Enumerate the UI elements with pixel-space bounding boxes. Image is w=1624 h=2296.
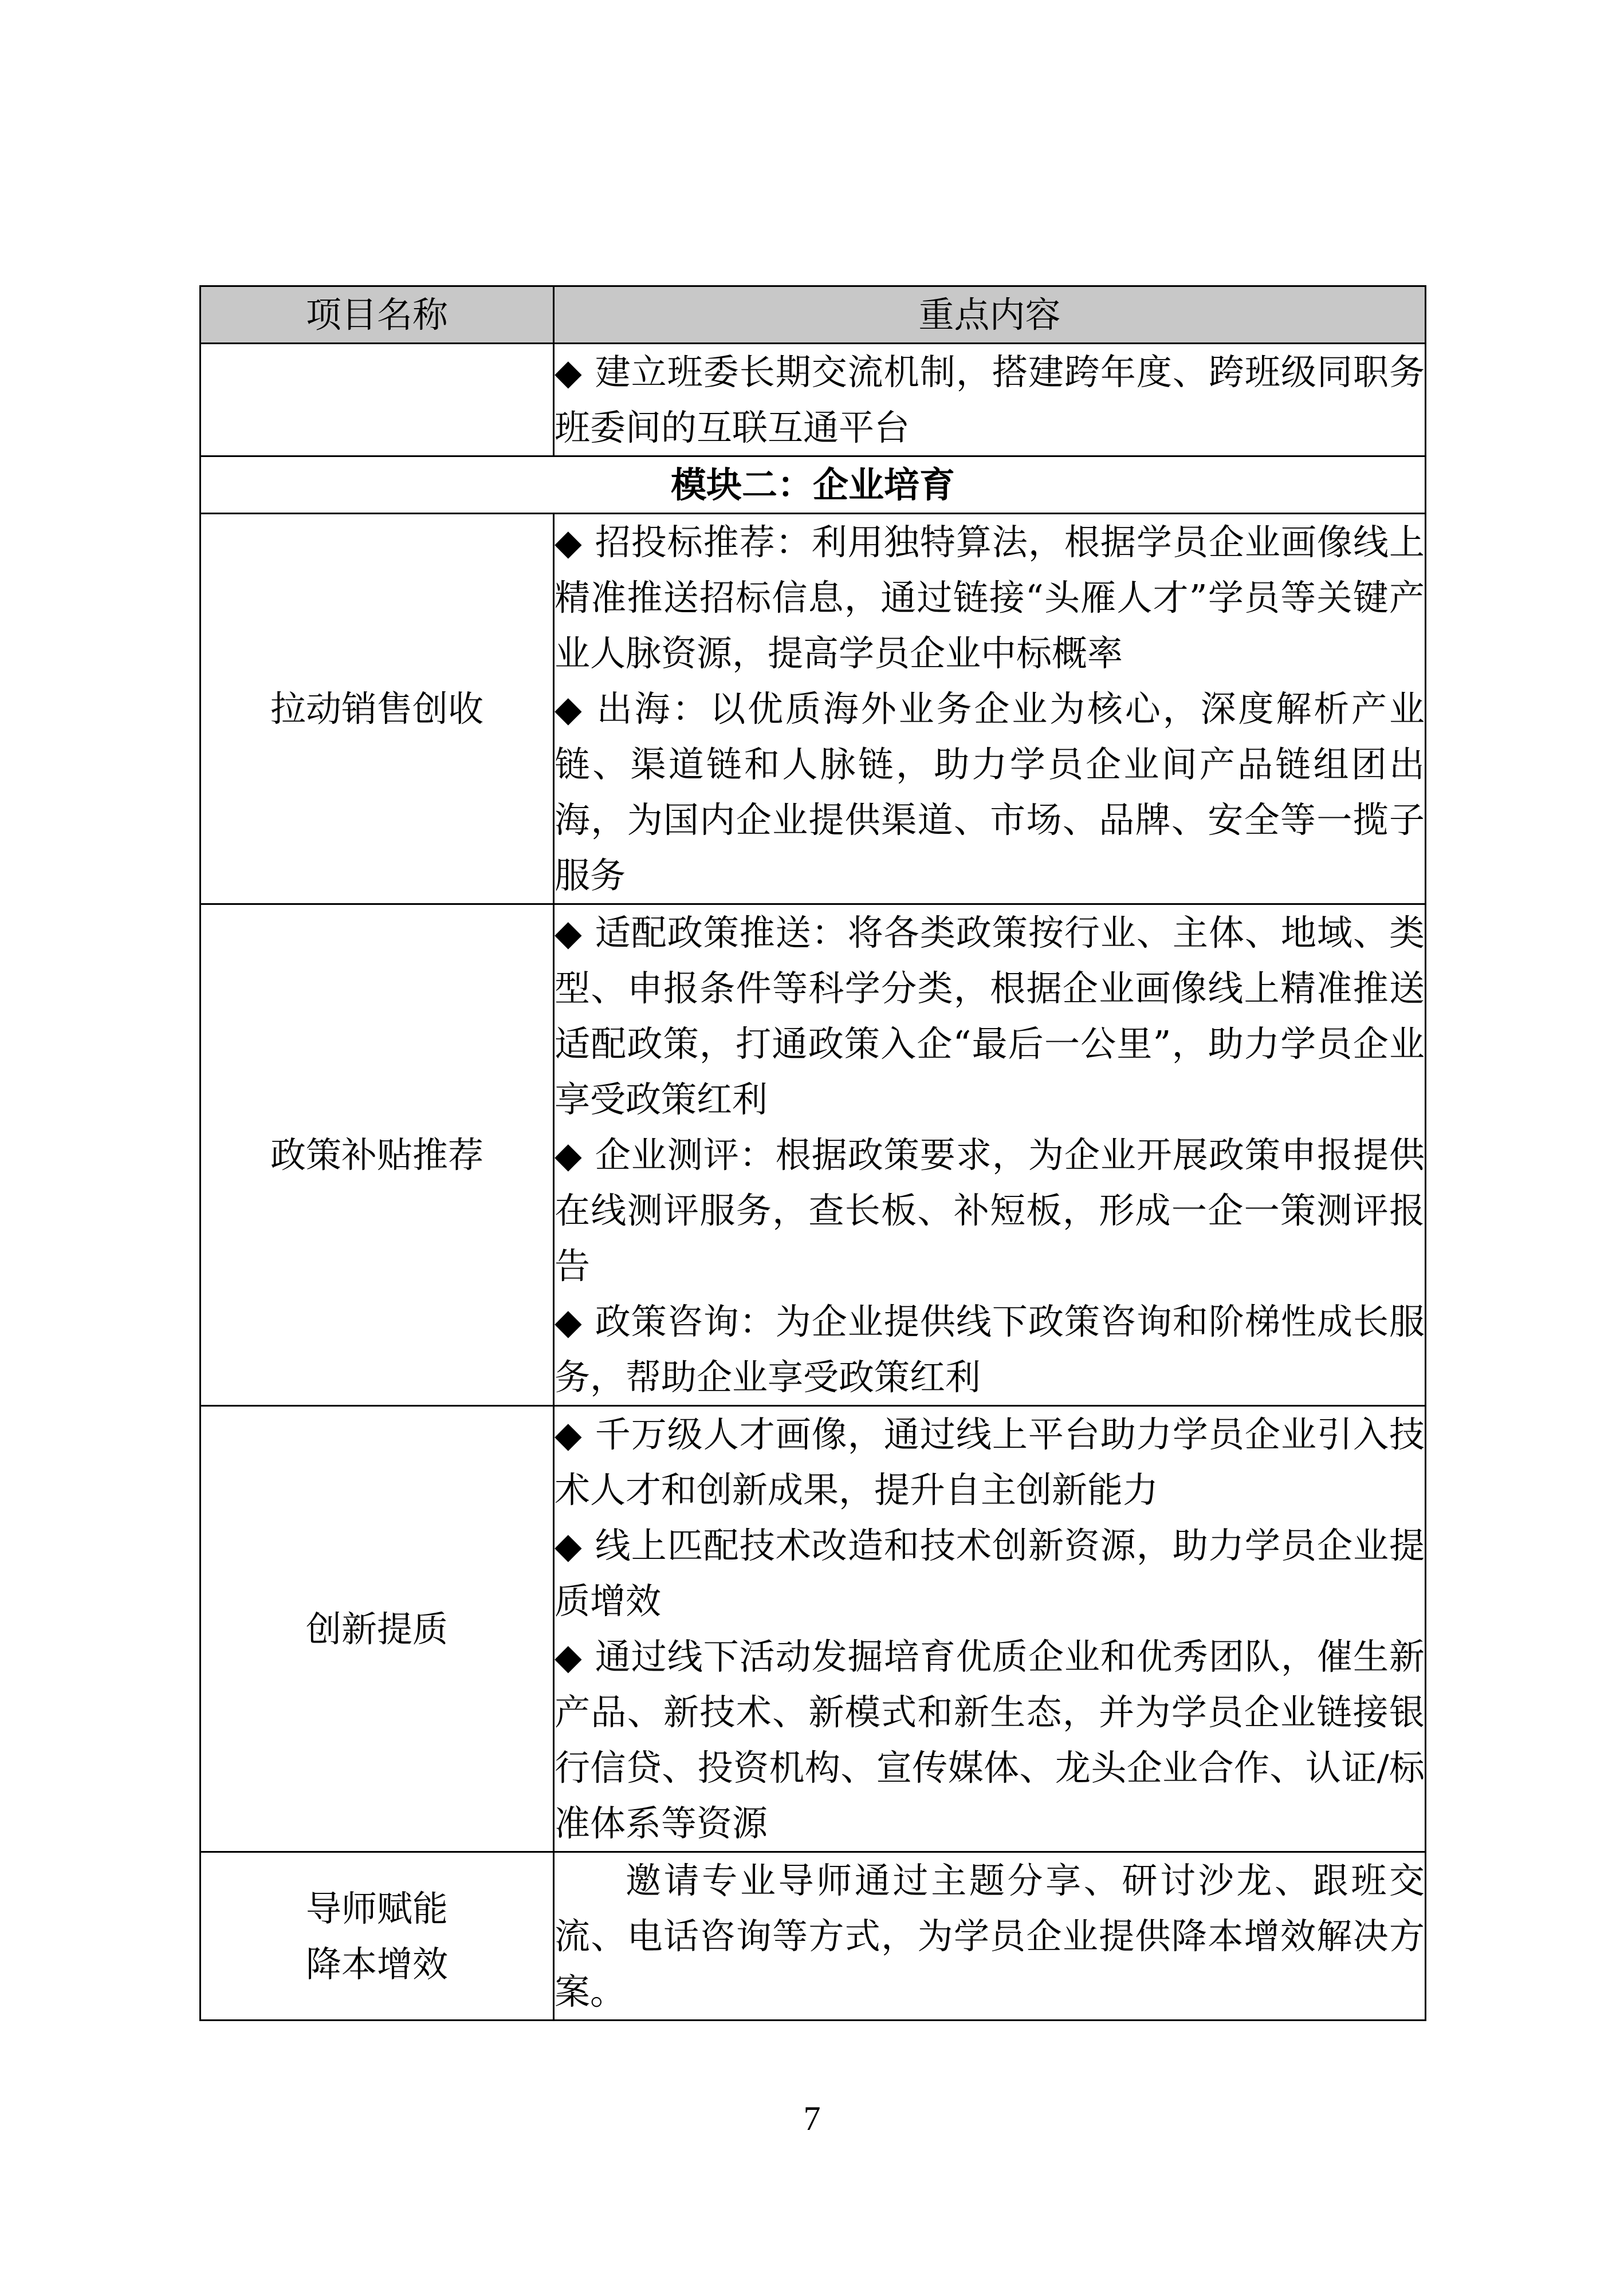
diamond-bullet-icon: ◆: [555, 912, 583, 954]
header-key-content: 重点内容: [554, 286, 1426, 344]
page-number: 7: [803, 2100, 821, 2137]
module-row: [200, 456, 1426, 514]
row-content-cell: [554, 1852, 1426, 2021]
module-title: 模块二：企业培育: [200, 456, 1426, 514]
row-name-line: 降本增效: [305, 1943, 448, 1985]
row-name-cell: [200, 344, 554, 456]
diamond-bullet-icon: ◆: [555, 688, 584, 730]
row-paragraph: 邀请专业导师通过主题分享、研讨沙龙、跟班交流、电话咨询等方式，为学员企业提供降本增效解决方案。: [555, 1860, 1425, 2013]
row-name-cell: 政策补贴推荐: [200, 904, 554, 1406]
bullet-item: ◆ 线上匹配技术改造和技术创新资源，助力学员企业提质增效: [555, 1525, 1425, 1622]
row-name-cell: 拉动销售创收: [200, 514, 554, 904]
diamond-bullet-icon: ◆: [555, 351, 583, 393]
diamond-bullet-icon: ◆: [555, 1134, 583, 1176]
diamond-bullet-icon: ◆: [555, 1301, 583, 1342]
bullet-item: ◆ 适配政策推送：将各类政策按行业、主体、地域、类型、申报条件等科学分类，根据企业画像线上精准推送适配政策，打通政策入企“最后一公里”，助力学员企业享受政策红利: [555, 912, 1425, 1120]
bullet-item: ◆ 招投标推荐：利用独特算法，根据学员企业画像线上精准推送招标信息，通过链接“头雁人才”学员等关键产业人脉资源，提高学员企业中标概率: [555, 521, 1425, 674]
table-header-row: [200, 286, 1426, 344]
bullet-item: ◆ 建立班委长期交流机制，搭建跨年度、跨班级同职务班委间的互联互通平台: [555, 351, 1425, 448]
diamond-bullet-icon: ◆: [555, 1413, 583, 1455]
diamond-bullet-icon: ◆: [555, 1636, 583, 1677]
row-content-cell: [554, 1406, 1426, 1852]
bullet-item: ◆ 通过线下活动发掘培育优质企业和优秀团队，催生新产品、新技术、新模式和新生态，并为学员企业链接银行信贷、投资机构、宣传媒体、龙头企业合作、认证/标准体系等资源: [555, 1636, 1425, 1844]
table-row: [200, 1852, 1426, 2021]
diamond-bullet-icon: ◆: [555, 1525, 583, 1566]
table-row: [200, 514, 1426, 904]
row-name-line: 导师赋能: [305, 1887, 448, 1929]
table-row: [200, 344, 1426, 456]
header-project-name: 项目名称: [200, 286, 554, 344]
content-table: [199, 285, 1426, 2021]
table-row: [200, 1406, 1426, 1852]
row-content-cell: [554, 514, 1426, 904]
bullet-item: ◆ 政策咨询：为企业提供线下政策咨询和阶梯性成长服务，帮助企业享受政策红利: [555, 1301, 1425, 1398]
row-name-cell: 创新提质: [200, 1406, 554, 1852]
bullet-item: ◆ 千万级人才画像，通过线上平台助力学员企业引入技术人才和创新成果，提升自主创新能力: [555, 1413, 1425, 1511]
row-content-cell: [554, 904, 1426, 1406]
row-content-cell: [554, 344, 1426, 456]
table-row: [200, 904, 1426, 1406]
bullet-item: ◆ 出海：以优质海外业务企业为核心，深度解析产业链、渠道链和人脉链，助力学员企业间产品链组团出海，为国内企业提供渠道、市场、品牌、安全等一揽子服务: [555, 688, 1425, 896]
row-name-cell: [200, 1852, 554, 2021]
bullet-item: ◆ 企业测评：根据政策要求，为企业开展政策申报提供在线测评服务，查长板、补短板，形成一企一策测评报告: [555, 1134, 1425, 1287]
diamond-bullet-icon: ◆: [555, 521, 583, 563]
